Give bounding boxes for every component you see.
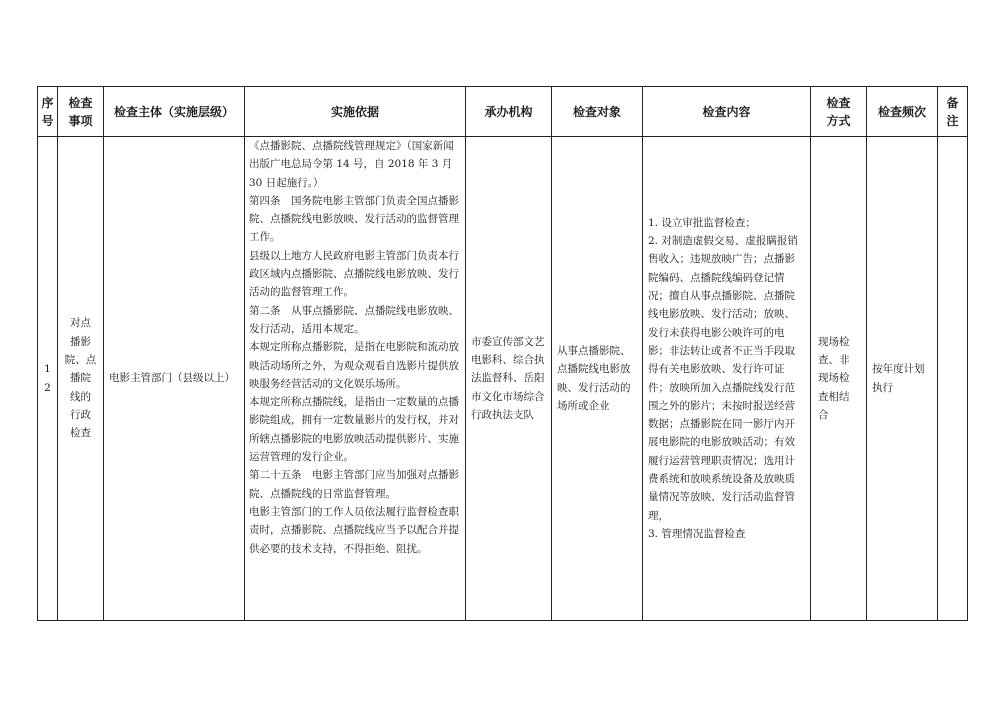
header-seq: 序 号 [38,87,58,137]
header-remark: 备 注 [938,87,968,137]
header-basis: 实施依据 [245,87,466,137]
cell-basis: 《点播影院、点播院线管理规定》（国家新闻出版广电总局令第 14 号，自 2018 年 3 月 30 日起施行。） 第四条 国务院电影主管部门负责全国点播影院、点播院线电影放映、发行活动的监督管理工作。 县级以上地方人民政府电影主管部门负责本行政区域内点播影院、点播院线电影放映、发行活动的监督管理工作。 第二条 从事点播影院、点播院线电影放映、发行活动，适用本规定。 本规定所称点播影院，是指在电影院和流动放映活动场所之外，为观众观看自选影片提供放映服务经营活动的文化娱乐场所。 本规定所称点播院线，是指由一定数量的点播影院组成，拥有一定数量影片的发行权，并对所辖点播影院的电影放映活动提供影片、实施运营管理的发行企业。 第二十五条 电影主管部门应当加强对点播影院、点播院线的日常监督管理。 电影主管部门的工作人员依法履行监督检查职责时，点播影院、点播院线应当予以配合并提供必要的技术支持，不得拒绝、阻扰。 [245,137,466,621]
header-frequency: 检查频次 [867,87,938,137]
cell-target: 从事点播影院、点播院线电影放映、发行活动的场所或企业 [552,137,643,621]
cell-subject: 电影主管部门（县级以上） [104,137,245,621]
cell-content: 1. 设立审批监督检查； 2. 对制造虚假交易、虚报瞒报销售收入；违规放映广告；点播影院编码、点播院线编码登记情况；擅自从事点播影院、点播院线电影放映、发行活动；放映、发行未获得电影公映许可的电影；非法转让或者不正当手段取得有关电影放映、发行许可证件；放映所加入点播院线发行范围之外的影片；未按时报送经营数据；点播影院在同一影厅内开展电影院的电影放映活动；有效履行运营管理职责情况；选用计费系统和放映系统设备及放映质量情况等放映、发行活动监督管理， 3. 管理情况监督检查 [643,137,811,621]
cell-frequency: 按年度计划执行 [867,137,938,621]
header-content: 检查内容 [643,87,811,137]
cell-item: 对点 播影 院、点 播院 线的 行政 检查 [58,137,104,621]
table-row [38,137,968,621]
header-subject: 检查主体（实施层级） [104,87,245,137]
inspection-table [37,86,968,621]
cell-org: 市委宣传部文艺电影科、综合执法监督科、岳阳市文化市场综合行政执法支队 [466,137,552,621]
header-org: 承办机构 [466,87,552,137]
cell-seq: 1 2 [38,137,58,621]
cell-remark [938,137,968,621]
cell-method: 现场检查、非现场检查相结合 [811,137,867,621]
header-row [38,87,968,137]
header-item: 检查 事项 [58,87,104,137]
header-method: 检查 方式 [811,87,867,137]
header-target: 检查对象 [552,87,643,137]
